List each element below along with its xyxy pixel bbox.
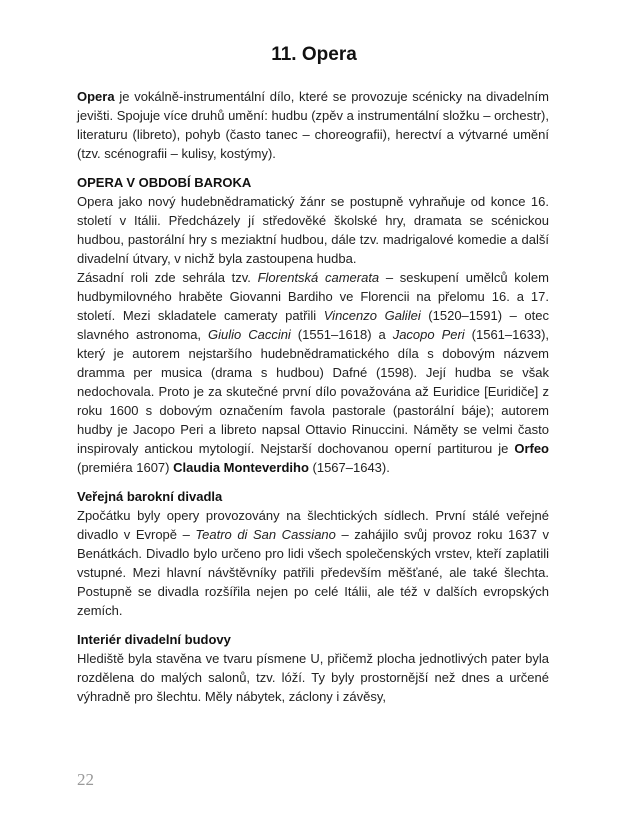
page-number: 22 bbox=[77, 770, 94, 789]
intro-term: Opera bbox=[77, 89, 115, 104]
page-content bbox=[77, 87, 549, 706]
public-theatres-paragraph bbox=[77, 506, 549, 620]
italic-name: Vincenzo Galilei bbox=[323, 308, 421, 323]
baroque-paragraph-1: Opera jako nový hudebnědramatický žánr se postupně vyhraňuje od konce 16. století v Itálii. Předcházely jí středověké školské hry, dramata se scénickou hudbou, pastorální hry s meziaktní hudbou, dále tzv. madrigalové komedie a další divadelní útvary, v nichž byla zastoupena hudba. bbox=[77, 194, 549, 266]
spacer bbox=[77, 477, 549, 487]
text-run: (premiéra 1607) bbox=[77, 460, 174, 475]
text-run: (1567–1643). bbox=[308, 460, 390, 475]
section-heading-baroque: OPERA V OBDOBÍ BAROKA bbox=[77, 175, 252, 190]
baroque-paragraph-2 bbox=[77, 268, 549, 477]
italic-name: Teatro di San Cassiano bbox=[195, 527, 336, 542]
chapter-title: 11. Opera bbox=[271, 44, 357, 65]
spacer bbox=[77, 620, 549, 630]
section-heading-interior: Interiér divadelní budovy bbox=[77, 632, 231, 647]
text-run: Zpočátku byly opery provozovány na šlechtických sídlech. První stálé veřejné divadlo v Evropě – bbox=[77, 508, 549, 542]
bold-title: Orfeo bbox=[514, 441, 549, 456]
italic-term: Florentská camerata bbox=[257, 270, 380, 285]
text-run: – zahájilo svůj provoz roku 1637 v Benátkách. Divadlo bylo určeno pro lidi všech společenských vrstev, kteří zaplatili vstupné. Mezi hlavní návštěvníky patřili především měšťané, ale také šlechta. Postupně se divadla rozšířila nejen po celé Itálii, ale též v dalších evropských zemích. bbox=[77, 527, 549, 618]
text-run: (1551–1618) a bbox=[290, 327, 393, 342]
intro-text: je vokálně-instrumentální dílo, které se provozuje scénicky na divadelním jevišti. Spojuje více druhů umění: hudbu (zpěv a instrumentální složku – orchestr), literaturu (libreto), pohyb (často tanec – choreografii), herectví a výtvarné umění (tzv. scénografii – kulisy, kostýmy). bbox=[77, 89, 549, 161]
spacer bbox=[77, 163, 549, 173]
text-run: (1561–1633), který je autorem nejstaršího hudebnědramatického díla s dobovým názvem dramma per musica (drama s hudbou) Dafné (1598). Její hudba se však nedochovala. Proto je za skutečné první dílo považována až Euridice [Euridiče] z roku 1600 s dobovým označením favola pastorale (pastorální báje); autorem hudby je Jacopo Peri a libreto napsal Ottavio Rinuccini. Náměty se velmi často inspirovaly antickou mytologií. Nejstarší dochovanou operní partiturou je bbox=[77, 327, 550, 456]
text-run: Zásadní roli zde sehrála tzv. bbox=[77, 270, 258, 285]
bold-name: Claudia Monteverdiho bbox=[173, 460, 309, 475]
text-run: – seskupení umělců kolem hudbymilovného hraběte Giovanni Bardiho ve Florencii na přelomu 16. a 17. století. Mezi skladatele cameraty patřili bbox=[77, 270, 549, 323]
text-run: (1520–1591) – otec slavného astronoma, bbox=[77, 308, 550, 342]
section-heading-public-theatres: Veřejná barokní divadla bbox=[77, 489, 223, 504]
interior-paragraph: Hlediště byla stavěna ve tvaru písmene U, přičemž plocha jednotlivých pater byla rozdělena do malých salonů, tzv. lóží. Ty byly prostornější než dnes a určené výhradně pro šlechtu. Měly nábytek, záclony i závěsy, bbox=[77, 651, 549, 704]
italic-name: Jacopo Peri bbox=[392, 327, 465, 342]
intro-paragraph bbox=[77, 87, 549, 163]
italic-name: Giulio Caccini bbox=[208, 327, 291, 342]
